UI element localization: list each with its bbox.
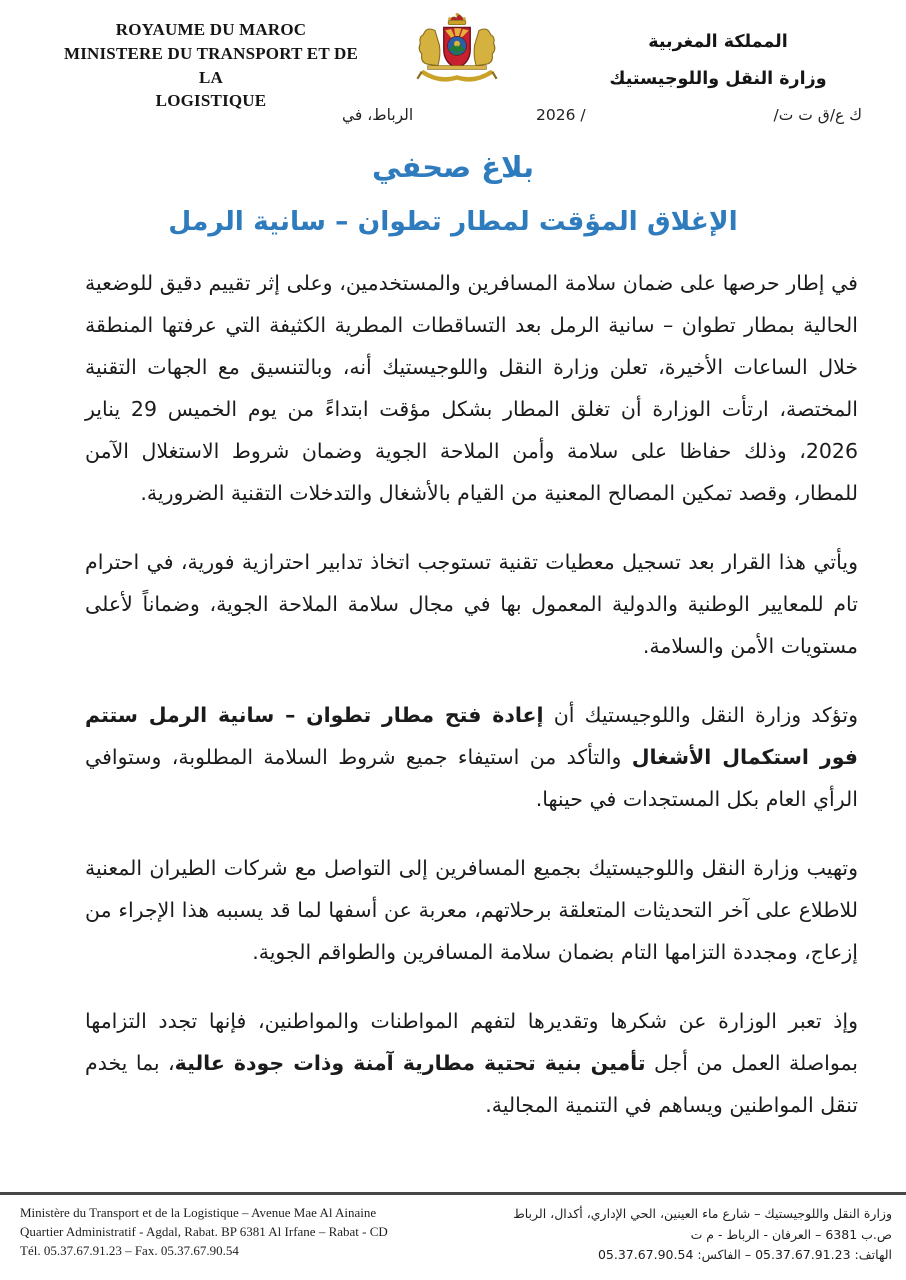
footer-address-french	[20, 1204, 388, 1266]
ministry-fr-line1: MINISTERE DU TRANSPORT ET DE LA	[63, 43, 359, 87]
footer-ar-line1: وزارة النقل واللوجيستيك – شارع ماء العينين، الحي الإداري، أكدال، الرباط	[513, 1206, 892, 1221]
footer-fr-line2: Quartier Administratif - Agdal, Rabat. BP 6381 Al Irfane – Rabat - CD	[20, 1223, 388, 1239]
press-release-title: بلاغ صحفي	[372, 150, 534, 184]
morocco-coat-of-arms-icon	[405, 8, 509, 96]
ministry-name-arabic	[544, 8, 892, 98]
ribbon-banner	[417, 66, 496, 80]
footer-ar-line3: الهاتف: 05.37.67.91.23 – الفاكس: 05.37.67.90.54	[597, 1247, 892, 1263]
press-release-body	[85, 262, 858, 1126]
footer-fr-line3: Tél. 05.37.67.91.23 – Fax. 05.37.67.90.54	[20, 1242, 239, 1258]
reference-code: ك ع/ق ت ت/	[773, 106, 862, 124]
footer-address-arabic	[513, 1204, 892, 1266]
reference-line	[0, 106, 906, 132]
footer-fr-line1: Ministère du Transport et de la Logistique – Avenue Mae Al Ainaine	[20, 1205, 377, 1220]
ministry-ar: وزارة النقل واللوجيستيك	[609, 68, 827, 89]
footer-ar-line2: ص.ب 6381 – العرفان - الرباط - م ت	[690, 1226, 892, 1242]
place-and-date: الرباط، في	[342, 106, 414, 124]
press-release-subtitle: الإغلاق المؤقت لمطار تطوان – سانية الرمل	[168, 206, 738, 237]
kingdom-name-fr: ROYAUME DU MAROC	[115, 20, 307, 39]
letterhead	[0, 8, 906, 113]
crown-icon	[448, 13, 466, 25]
morocco-coat-of-arms-icon	[413, 10, 501, 92]
paragraph-4: وتهيب وزارة النقل واللوجيستيك بجميع المسافرين إلى التواصل مع شركات الطيران المعنية للاطلاع على آخر التحديثات المتعلقة برحلاتهم، معربة عن أسفها لما قد يسببه هذا الإجراء من إزعاج، ومجددة التزامها التام بضمان سلامة المسافرين والطواقم الجوية.	[85, 856, 858, 964]
paragraph-3: وتؤكد وزارة النقل واللوجيستيك أن إعادة فتح مطار تطوان – سانية الرمل ستتم فور استكمال الأشغال والتأكد من استيفاء جميع شروط السلامة المطلوبة، وستوافي الرأي العام بكل المستجدات في حينها.	[85, 703, 858, 811]
footer	[0, 1192, 906, 1266]
kingdom-name-ar: المملكة المغربية	[648, 32, 788, 52]
shield	[444, 28, 470, 69]
paragraph-5: وإذ تعبر الوزارة عن شكرها وتقديرها لتفهم المواطنات والمواطنين، فإنها تجدد التزامها بمواصلة العمل من أجل تأمين بنية تحتية مطارية آمنة وذات جودة عالية، بما يخدم تنقل المواطنين ويساهم في التنمية المجالية.	[85, 1009, 859, 1117]
paragraph-2: ويأتي هذا القرار بعد تسجيل معطيات تقنية تستوجب اتخاذ تدابير احترازية فورية، في احترام تام للمعايير الوطنية والدولية المعمول بها في مجال سلامة الملاحة الجوية، وضماناً لأعلى مستويات الأمن والسلامة.	[85, 550, 858, 658]
ministry-name-french	[52, 8, 370, 113]
ministry-fr-line2: LOGISTIQUE	[155, 91, 267, 111]
reference-year: 2026 /	[536, 106, 586, 124]
paragraph-1: في إطار حرصها على ضمان سلامة المسافرين والمستخدمين، وعلى إثر تقييم دقيق للوضعية الحالية بمطار تطوان – سانية الرمل بعد التساقطات المطرية الكثيفة التي عرفتها المنطقة خلال الساعات الأخيرة، تعلن وزارة النقل واللوجيستيك أنه، وبالتنسيق مع الجهات التقنية المختصة، ارتأت الوزارة أن تغلق المطار بشكل مؤقت ابتداءً من يوم الخميس 29 يناير 2026، وذلك حفاظا على سلامة وأمن الملاحة الجوية وضمان شروط الاستغلال الآمن للمطار، وقصد تمكين المصالح المعنية من القيام بالأشغال والتدخلات التقنية الضرورية.	[85, 271, 859, 505]
